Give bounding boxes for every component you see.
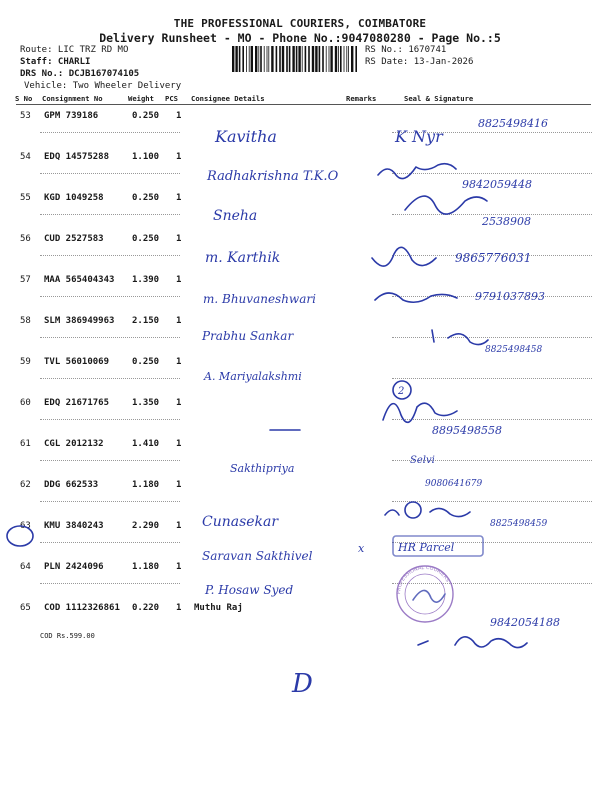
phone-number: 2538908 <box>482 215 531 228</box>
row-sno: 56 <box>20 234 31 244</box>
row-consignment: TVL 56010069 <box>44 357 110 367</box>
signature-label: K Nyr <box>395 127 443 146</box>
row-consignment: GPM 739186 <box>44 111 99 121</box>
col-pcs: PCS <box>165 94 178 103</box>
handwritten-name: Sakthipriya <box>230 462 295 475</box>
col-consignment: Consignment No <box>42 94 103 103</box>
row-pcs: 1 <box>176 480 182 490</box>
row-consignment: PLN 2424096 <box>44 562 104 572</box>
phone-number: 8895498558 <box>432 424 502 437</box>
row-consignment: SLM 386949963 <box>44 316 115 326</box>
row-weight: 1.180 <box>132 480 160 490</box>
phone-number: 9865776031 <box>455 251 532 265</box>
row-sno: 63 <box>20 521 31 531</box>
row-pcs: 1 <box>176 275 182 285</box>
route-label: Route: LIC TRZ RD MO <box>20 45 129 55</box>
header-rule <box>16 104 591 105</box>
row-pcs: 1 <box>176 439 182 449</box>
row-pcs: 1 <box>176 398 182 408</box>
row-pcs: 1 <box>176 521 182 531</box>
row-sno: 60 <box>20 398 31 408</box>
rs-number: RS No.: 1670741 <box>365 45 447 55</box>
row-pcs: 1 <box>176 316 182 326</box>
row-pcs: 1 <box>176 562 182 572</box>
handwritten-name: P. Hosaw Syed <box>205 583 294 597</box>
phone-number: 9842059448 <box>462 178 532 191</box>
row-sno: 53 <box>20 111 31 121</box>
row-weight: 0.250 <box>132 111 160 121</box>
row-weight: 1.180 <box>132 562 160 572</box>
col-consignee: Consignee Details <box>191 94 265 103</box>
row-consignment: MAA 565404343 <box>44 275 115 285</box>
phone-number: 9080641679 <box>425 479 483 489</box>
seal-text: PROFESSIONAL COURIERS <box>395 564 451 595</box>
table-row <box>0 598 600 649</box>
phone-number: 9791037893 <box>475 290 545 303</box>
row-consignee: Muthu Raj <box>194 603 243 613</box>
row-consignment: EDQ 14575288 <box>44 152 110 162</box>
row-weight: 2.290 <box>132 521 160 531</box>
row-consignment: KMU 3840243 <box>44 521 104 531</box>
row-weight: 2.150 <box>132 316 160 326</box>
company-title: THE PROFESSIONAL COURIERS, COIMBATORE <box>173 17 427 30</box>
row-weight: 0.250 <box>132 193 160 203</box>
row-sno: 61 <box>20 439 31 449</box>
phone-number: 8825498458 <box>485 345 543 355</box>
handwritten-name: Saravan Sakthivel <box>202 549 313 563</box>
row-pcs: 1 <box>176 193 182 203</box>
handwritten-name: Radhakrishna T.K.O <box>207 169 339 184</box>
col-remarks: Remarks <box>346 94 377 103</box>
cod-amount: COD Rs.599.00 <box>40 632 95 640</box>
row-sno: 62 <box>20 480 31 490</box>
row-consignment: DDG 662533 <box>44 480 99 490</box>
row-pcs: 1 <box>176 111 182 121</box>
row-consignment: KGD 1049258 <box>44 193 104 203</box>
handwritten-name: Kavitha <box>215 127 277 146</box>
phone-number: 8825498416 <box>478 117 548 130</box>
row-weight: 0.250 <box>132 357 160 367</box>
col-weight: Weight <box>128 94 154 103</box>
handwritten-name: m. Bhuvaneshwari <box>203 292 316 306</box>
handwritten-name: A. Mariyalakshmi <box>204 370 302 383</box>
handwritten-name: Prabhu Sankar <box>202 329 294 343</box>
staff-label: Staff: CHARLI <box>20 57 91 67</box>
row-pcs: 1 <box>176 152 182 162</box>
row-sno: 59 <box>20 357 31 367</box>
col-sno: S No <box>15 94 33 103</box>
row-pcs: 1 <box>176 357 182 367</box>
signature-label: Selvi <box>410 455 435 466</box>
handwritten-name: Sneha <box>213 208 258 224</box>
row-weight: 1.100 <box>132 152 160 162</box>
row-weight: 0.220 <box>132 603 160 613</box>
row-pcs: 1 <box>176 603 182 613</box>
phone-number: 9842054188 <box>490 616 560 629</box>
col-seal-signature: Seal & Signature <box>404 94 474 103</box>
row-sno: 54 <box>20 152 31 162</box>
drs-label: DRS No.: DCJB167074105 <box>20 69 140 79</box>
row-weight: 1.390 <box>132 275 160 285</box>
phone-number: 8825498459 <box>490 519 548 529</box>
handwritten-name: Cunasekar <box>202 514 279 530</box>
row-sno: 55 <box>20 193 31 203</box>
rs-date: RS Date: 13-Jan-2026 <box>365 57 474 67</box>
row-sno: 58 <box>20 316 31 326</box>
barcode-image <box>232 46 360 72</box>
vehicle-label: Vehicle: Two Wheeler Delivery <box>24 81 182 91</box>
remark-mark: x <box>358 542 365 555</box>
row-weight: 1.410 <box>132 439 160 449</box>
runsheet-subtitle: Delivery Runsheet - MO - Phone No.:9047080280 - Page No.:5 <box>99 31 501 45</box>
row-pcs: 1 <box>176 234 182 244</box>
row-consignment: EDQ 21671765 <box>44 398 110 408</box>
row-weight: 0.250 <box>132 234 160 244</box>
row-consignment: COD 1112326861 <box>44 603 120 613</box>
bottom-mark: D <box>292 669 313 699</box>
handwritten-name: m. Karthik <box>205 250 281 266</box>
row-sno: 65 <box>20 603 31 613</box>
row-sno: 64 <box>20 562 31 572</box>
row-sno: 57 <box>20 275 31 285</box>
row-consignment: CGL 2012132 <box>44 439 104 449</box>
signature-label: HR Parcel <box>398 541 455 554</box>
row-consignment: CUD 2527583 <box>44 234 104 244</box>
circled-number: 2 <box>398 386 405 397</box>
row-weight: 1.350 <box>132 398 160 408</box>
